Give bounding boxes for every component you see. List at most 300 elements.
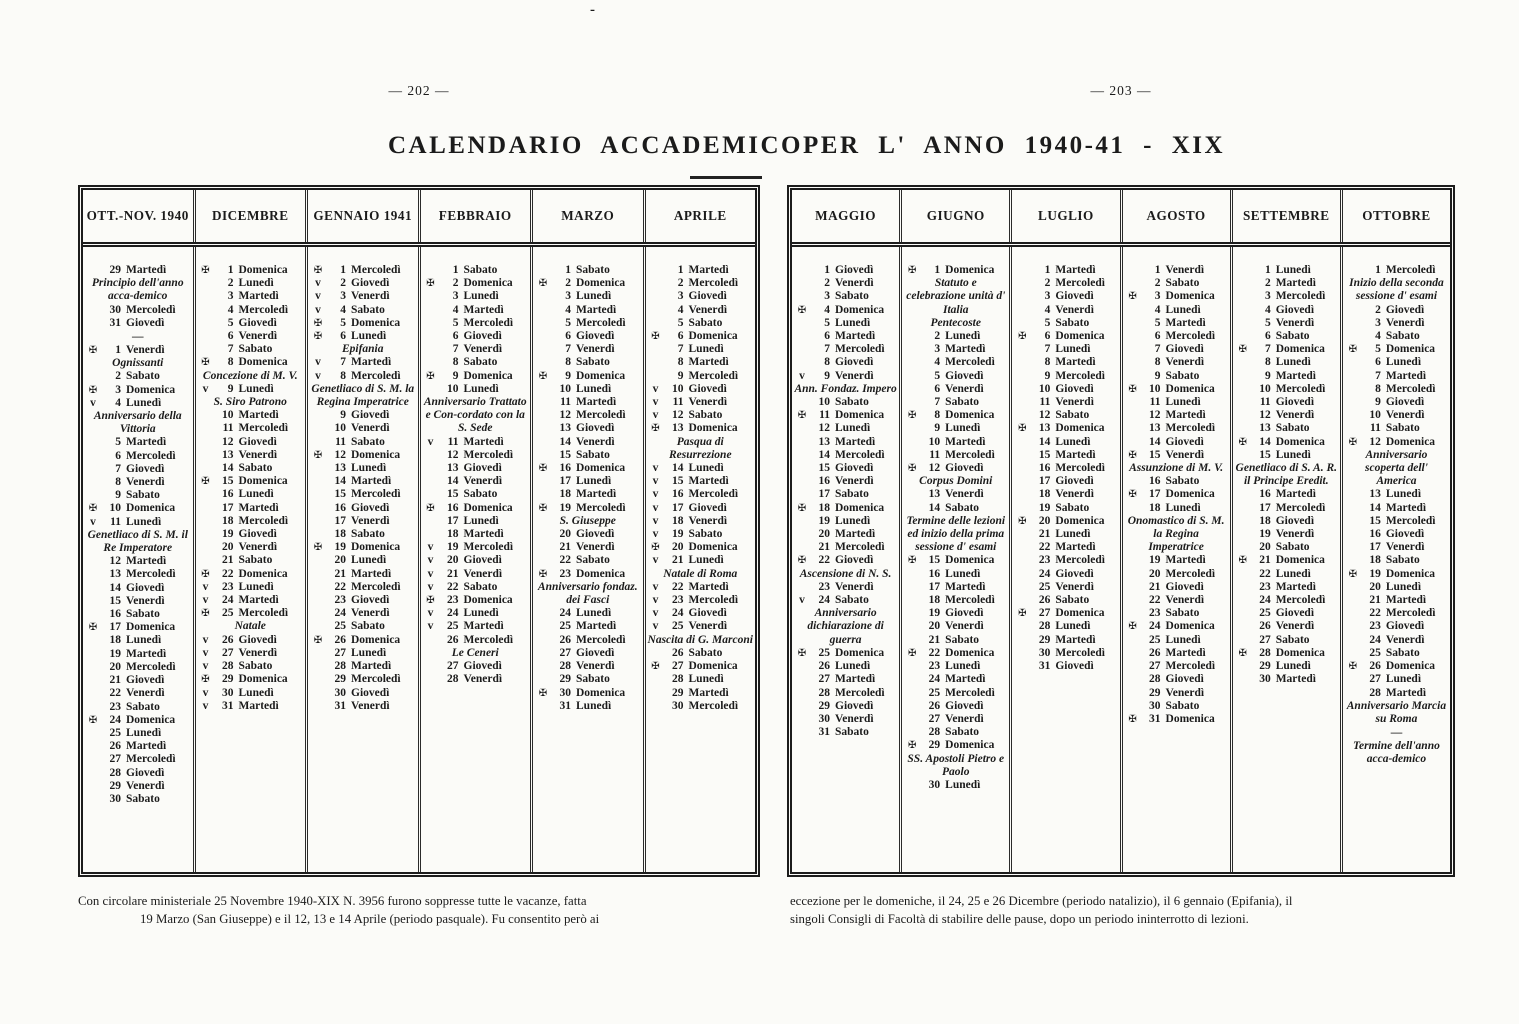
prefix-blank (1126, 475, 1140, 488)
prefix-blank (1126, 594, 1140, 607)
calendar-day-entry (1233, 541, 1340, 554)
weekday-name: Giovedì (126, 462, 165, 475)
day-number: 24 (1259, 594, 1271, 607)
weekday-name: Giovedì (688, 290, 727, 303)
holiday-cross-icon: ✠ (1128, 449, 1137, 461)
holiday-cross-icon: ✠ (313, 449, 323, 461)
prefix-blank (795, 277, 809, 290)
day-number: 6 (227, 330, 234, 343)
calendar-day-entry (1012, 528, 1119, 541)
day-number: 10 (1259, 382, 1271, 395)
day-number: 17 (1149, 488, 1161, 501)
day-number: 1 (1375, 264, 1381, 276)
day-number: 16 (1369, 528, 1381, 541)
calendar-day-entry (902, 370, 1009, 383)
prefix-blank (536, 436, 550, 449)
day-number: 18 (1259, 514, 1271, 527)
weekday-name: Sabato (463, 488, 498, 501)
day-number: 12 (447, 448, 459, 461)
footnote-right (790, 893, 1462, 928)
weekday-name: Venerdì (351, 290, 390, 303)
day-number: 18 (1149, 501, 1161, 514)
prefix-blank (199, 330, 213, 343)
day-number: 13 (334, 462, 346, 475)
prefix-blank (795, 396, 809, 409)
day-number: 24 (559, 607, 571, 620)
prefix-blank (649, 277, 663, 290)
day-number: 12 (222, 435, 234, 448)
calendar-day-entry (902, 356, 1009, 369)
prefix-blank (1346, 528, 1360, 541)
holiday-cross-icon: ✠ (1128, 713, 1137, 725)
calendar-day-entry (83, 621, 193, 634)
weekday-name: Martedì (1275, 277, 1316, 290)
calendar-day-entry (533, 700, 643, 713)
prefix-blank (424, 317, 438, 330)
calendar-day-entry (1343, 673, 1450, 686)
day-number: 1 (677, 264, 684, 276)
prefix-blank (905, 449, 919, 462)
calendar-day-entry (421, 634, 531, 647)
calendar-day-entry (1233, 568, 1340, 581)
calendar-day-entry (1012, 502, 1119, 515)
weekday-name: Martedì (1385, 686, 1427, 699)
day-number: 7 (1264, 343, 1271, 356)
calendar-day-entry (646, 317, 756, 330)
day-number: 22 (818, 554, 830, 567)
calendar-day-entry (196, 317, 306, 330)
vacation-mark: v (652, 620, 659, 633)
holiday-cross-icon: ✠ (538, 568, 548, 580)
calendar-day-entry (902, 502, 1009, 515)
calendar-day-entry (792, 647, 899, 660)
day-number: 30 (334, 686, 346, 699)
prefix-blank (649, 673, 663, 686)
calendar-day-entry (196, 304, 306, 317)
weekday-name: Venerdì (126, 594, 165, 607)
weekday-name: Sabato (1165, 699, 1200, 712)
weekday-name: Martedì (1385, 594, 1427, 607)
prefix-blank (86, 793, 100, 806)
weekday-name: Venerdì (688, 620, 728, 633)
prefix-blank (424, 449, 438, 462)
weekday-name: Sabato (351, 528, 385, 541)
weekday-name: Mercoledì (1385, 382, 1436, 395)
month-column (1230, 247, 1340, 872)
weekday-name: Sabato (835, 594, 869, 607)
page-number-left: — 202 — (388, 83, 450, 98)
calendar-day-entry (1123, 370, 1230, 383)
holiday-cross-icon: ✠ (313, 542, 323, 554)
day-number: 8 (115, 476, 121, 489)
weekday-name: Domenica (688, 541, 738, 554)
day-number: 24 (1038, 567, 1051, 580)
prefix-blank (1346, 370, 1360, 383)
day-number: 23 (1038, 554, 1051, 567)
calendar-day-entry (646, 396, 756, 409)
calendar-day-entry (308, 528, 418, 541)
calendar-day-entry (421, 370, 531, 383)
day-number: 23 (334, 594, 346, 607)
weekday-name: Martedì (945, 673, 986, 686)
day-number: 25 (1149, 633, 1161, 646)
calendar-day-entry (196, 594, 306, 607)
calendar-day-entry (308, 554, 418, 567)
prefix-blank (795, 713, 809, 726)
weekday-name: Mercoledì (1165, 660, 1216, 673)
prefix-blank (1236, 607, 1250, 620)
vacation-mark: v (202, 594, 209, 607)
weekday-name: Giovedì (351, 277, 390, 290)
weekday-name: Martedì (1165, 409, 1206, 422)
prefix-blank (1126, 687, 1140, 700)
weekday-name: Giovedì (463, 330, 502, 343)
day-number: 29 (1149, 686, 1161, 699)
calendar-day-entry (1012, 634, 1119, 647)
prefix-blank (311, 554, 325, 567)
calendar-day-entry (646, 304, 756, 317)
day-number: 21 (447, 567, 459, 580)
day-number: 18 (1038, 488, 1051, 501)
weekday-name: Sabato (945, 726, 980, 739)
weekday-name: Lunedì (945, 330, 981, 343)
calendar-day-entry (792, 700, 899, 713)
weekday-name: Domenica (1275, 343, 1325, 356)
calendar-day-entry (1233, 502, 1340, 515)
weekday-name: Giovedì (1165, 343, 1204, 356)
prefix-blank (1126, 581, 1140, 594)
prefix-blank (1346, 396, 1360, 409)
weekday-name: Giovedì (351, 594, 390, 607)
prefix-blank (1236, 502, 1250, 515)
weekday-name: Martedì (126, 555, 167, 568)
weekday-name: Lunedì (945, 422, 981, 435)
calendar-day-entry (533, 554, 643, 567)
prefix-blank (795, 449, 809, 462)
month-column (418, 247, 531, 872)
weekday-name: Sabato (945, 396, 980, 409)
day-number: 5 (934, 369, 941, 382)
day-number: 19 (447, 541, 459, 554)
prefix-blank (536, 304, 550, 317)
weekday-name: Domenica (576, 369, 626, 382)
month-header: DICEMBRE (193, 190, 306, 242)
weekday-name: Mercoledì (463, 633, 514, 646)
prefix-blank (1015, 647, 1029, 660)
prefix-blank (311, 568, 325, 581)
weekday-name: Mercoledì (238, 422, 289, 435)
day-number: 3 (1154, 290, 1161, 303)
prefix-blank (86, 582, 100, 595)
calendar-day-entry (83, 661, 193, 674)
day-number: 8 (565, 356, 571, 369)
day-number: 14 (559, 435, 571, 448)
day-number: 20 (447, 554, 459, 567)
calendar-day-entry (196, 436, 306, 449)
calendar-day-entry (1123, 607, 1230, 620)
holiday-note: Ascensione di N. S. (799, 567, 892, 580)
weekday-name: Lunedì (463, 514, 499, 527)
day-number: 26 (109, 740, 121, 753)
prefix-blank (795, 673, 809, 686)
prefix-blank (795, 541, 809, 554)
weekday-name: Mercoledì (1055, 554, 1105, 567)
weekday-name: Sabato (835, 726, 869, 739)
weekday-name: Giovedì (1385, 528, 1425, 541)
day-number: 21 (1369, 594, 1381, 607)
prefix-blank (536, 607, 550, 620)
weekday-name: Sabato (238, 462, 273, 475)
holiday-cross-icon: ✠ (313, 634, 323, 646)
weekday-name: Giovedì (463, 660, 502, 673)
weekday-name: Venerdì (1385, 316, 1425, 329)
weekday-name: Mercoledì (945, 686, 995, 699)
day-number: 22 (334, 580, 346, 593)
prefix-blank (905, 396, 919, 409)
calendar-day-entry (902, 634, 1009, 647)
calendar-day-entry (646, 370, 756, 383)
prefix-blank (1126, 264, 1140, 277)
calendar-day-entry (792, 726, 899, 739)
day-number: 2 (115, 370, 121, 383)
calendar-day-entry (1123, 502, 1230, 515)
calendar-day-entry (646, 647, 756, 660)
prefix-blank (86, 648, 100, 661)
weekday-name: Venerdì (1165, 448, 1205, 461)
prefix-blank (199, 528, 213, 541)
holiday-cross-icon: ✠ (313, 265, 323, 276)
calendar-day-entry (792, 409, 899, 422)
weekday-name: Lunedì (1385, 580, 1422, 593)
prefix-blank (86, 740, 100, 753)
day-number: 10 (334, 422, 346, 435)
holiday-cross-icon: ✠ (88, 384, 98, 396)
prefix-blank (1126, 422, 1140, 435)
prefix-blank (1236, 673, 1250, 686)
day-number: 25 (1259, 607, 1271, 620)
prefix-blank (905, 620, 919, 633)
calendar-day-entry (1233, 554, 1340, 567)
weekday-name: Sabato (835, 290, 869, 303)
prefix-blank (311, 700, 325, 713)
calendar-day-entry (1012, 475, 1119, 488)
day-number: 20 (559, 528, 571, 541)
day-number: 12 (559, 409, 571, 422)
day-number: 2 (677, 277, 684, 290)
day-number: 28 (109, 766, 121, 779)
vacation-mark: v (652, 488, 659, 501)
calendar-day-entry (902, 422, 1009, 435)
day-number: 20 (334, 554, 346, 567)
calendar-day-entry (83, 740, 193, 753)
calendar-day-entry (792, 687, 899, 700)
weekday-name: Giovedì (1275, 607, 1315, 620)
day-number: 17 (222, 501, 234, 514)
weekday-name: Domenica (126, 713, 176, 726)
prefix-blank (905, 713, 919, 726)
day-number: 6 (565, 330, 571, 343)
calendar-day-entry (1012, 462, 1119, 475)
weekday-name: Sabato (238, 554, 273, 567)
weekday-name: Domenica (1055, 422, 1105, 435)
holiday-cross-icon: ✠ (1348, 344, 1358, 356)
day-number: 17 (334, 514, 346, 527)
prefix-blank (649, 264, 663, 277)
prefix-blank (86, 436, 100, 449)
weekday-name: Venerdì (238, 541, 278, 554)
day-number: 2 (565, 277, 571, 290)
prefix-blank (1126, 356, 1140, 369)
calendar-day-entry (646, 673, 756, 686)
calendar-day-entry (1233, 290, 1340, 303)
weekday-name: Lunedì (835, 514, 871, 527)
calendar-day-entry (533, 343, 643, 356)
prefix-blank (536, 475, 550, 488)
prefix-blank (795, 330, 809, 343)
day-number: 27 (928, 712, 941, 725)
prefix-blank (795, 264, 809, 277)
day-number: 26 (1259, 620, 1271, 633)
weekday-name: Venerdì (463, 475, 503, 488)
day-number: 11 (110, 515, 121, 528)
holiday-cross-icon: ✠ (1128, 291, 1137, 303)
day-number: 18 (109, 634, 121, 647)
calendar-day-entry (646, 277, 756, 290)
calendar-day-entry (421, 488, 531, 501)
weekday-name: Domenica (835, 303, 885, 316)
calendar-day-entry (1233, 356, 1340, 369)
weekday-name: Venerdì (576, 660, 615, 673)
weekday-name: Lunedì (463, 607, 499, 620)
calendar-day-entry (196, 687, 306, 700)
vacation-mark: v (652, 396, 659, 409)
calendar-day-entry (196, 634, 306, 647)
calendar-day-entry (1233, 620, 1340, 633)
prefix-blank (424, 660, 438, 673)
prefix-blank (536, 488, 550, 501)
holiday-note: Anniversario dichiarazione di guerra (807, 607, 884, 646)
prefix-blank (311, 673, 325, 686)
weekday-name: Martedì (1055, 264, 1096, 276)
calendar-day-entry (196, 343, 306, 356)
calendar-day-entry (421, 304, 531, 317)
prefix-blank (1346, 356, 1360, 369)
weekday-name: Giovedì (1055, 660, 1094, 673)
day-number: 19 (1259, 528, 1271, 541)
day-number: 14 (447, 475, 459, 488)
day-number: 6 (1375, 356, 1381, 369)
calendar-day-entry (792, 370, 899, 383)
prefix-blank (424, 515, 438, 528)
calendar-day-entry (1012, 515, 1119, 528)
calendar-day-entry (1123, 383, 1230, 396)
weekday-name: Venerdì (835, 712, 874, 725)
vacation-mark: v (652, 409, 659, 422)
prefix-blank (1346, 554, 1360, 567)
calendar-day-entry (83, 753, 193, 766)
vacation-mark: v (427, 620, 434, 633)
calendar-day-entry (421, 277, 531, 290)
day-number: 14 (1369, 501, 1381, 514)
day-number: 31 (1149, 712, 1161, 725)
day-number: 16 (818, 475, 830, 488)
day-number: 26 (559, 633, 571, 646)
day-number: 4 (1375, 330, 1381, 343)
day-number: 9 (1375, 396, 1381, 409)
day-number: 1 (824, 264, 830, 276)
prefix-blank (795, 660, 809, 673)
weekday-name: Sabato (463, 580, 498, 593)
prefix-blank (1126, 502, 1140, 515)
weekday-name: Mercoledì (126, 660, 176, 673)
calendar-day-entry (646, 343, 756, 356)
calendar-day-entry (1343, 607, 1450, 620)
weekday-name: Lunedì (835, 422, 871, 435)
prefix-blank (1015, 554, 1029, 567)
day-number: 4 (934, 356, 941, 369)
prefix-blank (1346, 673, 1360, 686)
calendar-table-right-page (787, 185, 1455, 877)
calendar-day-entry (1343, 528, 1450, 541)
calendar-day-entry (196, 409, 306, 422)
day-number: 27 (334, 646, 346, 659)
calendar-day-entry (1233, 607, 1340, 620)
calendar-day-entry (308, 356, 418, 369)
holiday-cross-icon: ✠ (88, 345, 98, 357)
weekday-name: Lunedì (688, 462, 724, 475)
calendar-day-entry (646, 264, 756, 277)
weekday-name: Martedì (126, 264, 167, 276)
holiday-note: Onomastico di S. M. la Regina Imperatrice (1127, 514, 1225, 554)
day-number: 13 (928, 488, 941, 501)
calendar-day-entry (646, 594, 756, 607)
calendar-day-entry (196, 568, 306, 581)
calendar-day-entry (1343, 515, 1450, 528)
weekday-name: Sabato (1055, 501, 1090, 514)
day-number: 26 (1038, 594, 1051, 607)
calendar-day-entry (646, 620, 756, 633)
day-number: 27 (1149, 660, 1161, 673)
day-number: 21 (559, 541, 571, 554)
weekday-name: Giovedì (945, 462, 984, 475)
holiday-cross-icon: ✠ (1018, 515, 1027, 527)
prefix-blank (1236, 541, 1250, 554)
calendar-day-entry (83, 714, 193, 727)
vacation-mark: v (90, 515, 96, 528)
weekday-name: Giovedì (1055, 475, 1094, 488)
day-number: 29 (109, 264, 121, 276)
weekday-name: Lunedì (1275, 660, 1311, 673)
prefix-blank (199, 317, 213, 330)
prefix-blank (1126, 343, 1140, 356)
day-number: 23 (559, 567, 571, 580)
prefix-blank (311, 502, 325, 515)
day-number: 3 (677, 290, 684, 303)
calendar-day-entry (1233, 515, 1340, 528)
weekday-name: Mercoledì (1275, 594, 1326, 607)
holiday-note: S. Giuseppe (559, 514, 616, 527)
day-number: 3 (565, 290, 571, 303)
calendar-day-entry (1012, 620, 1119, 633)
day-number: 14 (928, 501, 941, 514)
day-number: 9 (934, 422, 941, 435)
calendar-day-entry (646, 409, 756, 422)
day-number: 30 (109, 792, 121, 805)
weekday-name: Lunedì (688, 343, 724, 356)
calendar-day-entry (308, 634, 418, 647)
prefix-blank (1015, 370, 1029, 383)
weekday-name: Venerdì (945, 620, 984, 633)
